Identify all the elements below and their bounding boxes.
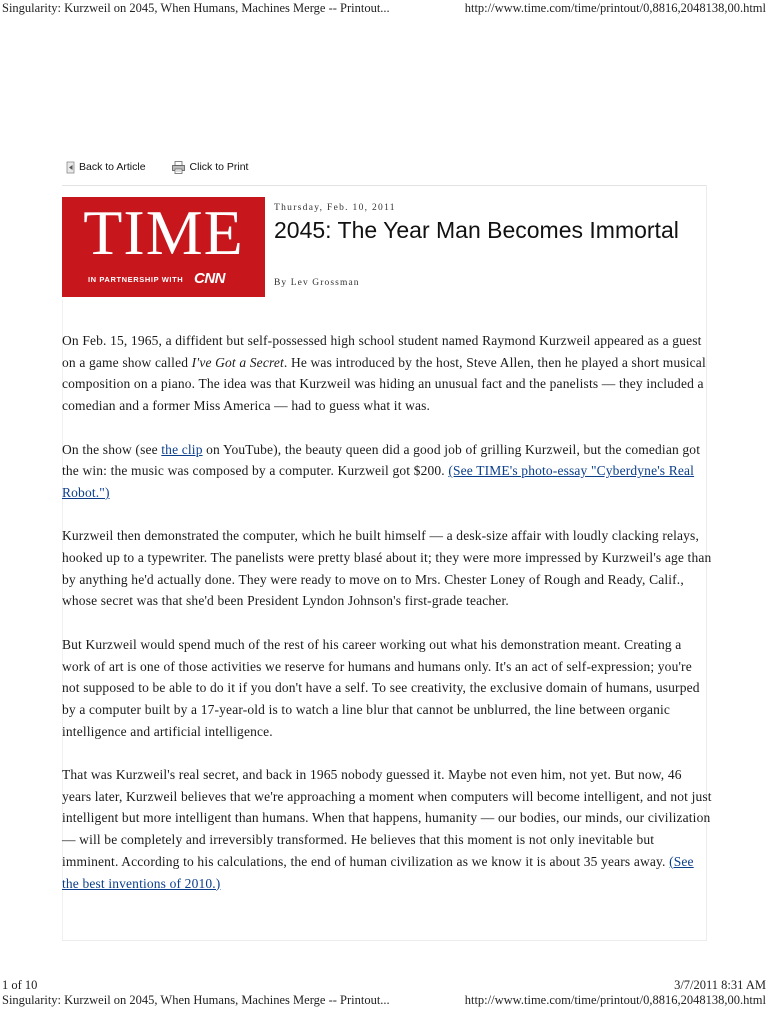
article-paragraph-2: On the show (see the clip on YouTube), the beauty queen did a good job of grilling Kurzweil, but the comedian got the win: the music was composed by a computer. Kurzweil got $200. (See TIME's photo-essay "Cyberdyne's Real Robot.") <box>62 441 701 500</box>
click-to-print-label: Click to Print <box>189 161 249 173</box>
print-header-title: Singularity: Kurzweil on 2045, When Humans, Machines Merge -- Printout... <box>2 1 390 15</box>
article-paragraph-4: But Kurzweil would spend much of the rest of his career working out what his demonstration meant. Creating a work of art is one of those activities we reserve for humans and humans only. It's an act of self-expression; you're not supposed to be able to do it if you don't have a self. To see creativity, the exclusive domain of humans, usurped by a computer built by a 17-year-old is to watch a line blur that cannot be unblurred, the line between organic intelligence and artificial intelligence. <box>62 636 700 739</box>
content-bottom-rule <box>62 940 707 941</box>
time-cnn-logo <box>62 197 265 297</box>
article-byline: By Lev Grossman <box>274 278 360 288</box>
back-arrow-icon <box>66 161 75 174</box>
back-to-article-button[interactable] <box>66 161 146 174</box>
print-footer <box>2 993 766 1009</box>
print-header <box>2 1 766 17</box>
show-title: I've Got a Secret <box>191 354 284 370</box>
partnership-label: IN PARTNERSHIP WITH <box>88 275 184 284</box>
article-paragraph-1: On Feb. 15, 1965, a diffident but self-possessed high school student named Raymond Kurzweil appeared as a guest on a game show called I've Got a Secret. He was introduced by the host, Steve Allen, then he played a short musical composition on a piano. The idea was that Kurzweil was hiding an unusual fact and the panelists — they included a comedian and a former Miss America — had to guess what it was. <box>62 333 706 414</box>
print-footer-title: Singularity: Kurzweil on 2045, When Humans, Machines Merge -- Printout... <box>2 993 390 1007</box>
photo-essay-link[interactable]: (See TIME's photo-essay "Cyberdyne's Real Robot.") <box>62 463 695 500</box>
click-to-print-button[interactable] <box>172 161 249 174</box>
printer-icon <box>172 161 185 174</box>
page-count: 1 of 10 <box>2 978 38 992</box>
time-wordmark: TIME <box>83 197 244 268</box>
back-to-article-label: Back to Article <box>79 161 146 173</box>
article-body <box>62 330 712 916</box>
print-footer-url: http://www.time.com/time/printout/0,8816,2048138,00.html <box>464 993 766 1007</box>
the-clip-link[interactable]: the clip <box>161 441 203 457</box>
article-date: Thursday, Feb. 10, 2011 <box>274 203 396 213</box>
print-toolbar <box>66 158 248 176</box>
article-paragraph-3: Kurzweil then demonstrated the computer, which he built himself — a desk-size affair with loudly clacking relays, hooked up to a typewriter. The panelists were pretty blasé about it; they were more impressed by Kurzweil's age than by anything he'd actually done. They were ready to move on to Mrs. Chester Loney of Rough and Ready, Calif., whose secret was that she'd been President Lyndon Johnson's first-grade teacher. <box>62 528 712 609</box>
content-top-rule <box>62 185 707 186</box>
best-inventions-link[interactable]: (See the best inventions of 2010.) <box>62 853 694 891</box>
article-paragraph-5: That was Kurzweil's real secret, and back in 1965 nobody guessed it. Maybe not even him, not yet. But now, 46 years later, Kurzweil believes that we're approaching a moment when computers will become intelligent, and not just intelligent but more intelligent than humans. When that happens, humanity — our bodies, our minds, our civilization — will be completely and irreversibly transformed. He believes that this moment is not only inevitable but imminent. According to his calculations, the end of human civilization as we know it is about 35 years away. (See the best inventions of 2010.) <box>62 767 712 891</box>
article-title: 2045: The Year Man Becomes Immortal <box>274 217 679 243</box>
print-header-url: http://www.time.com/time/printout/0,8816,2048138,00.html <box>464 1 766 15</box>
print-footer-info <box>2 978 766 994</box>
print-datetime: 3/7/2011 8:31 AM <box>674 978 766 992</box>
cnn-logo: CNN <box>194 270 225 287</box>
